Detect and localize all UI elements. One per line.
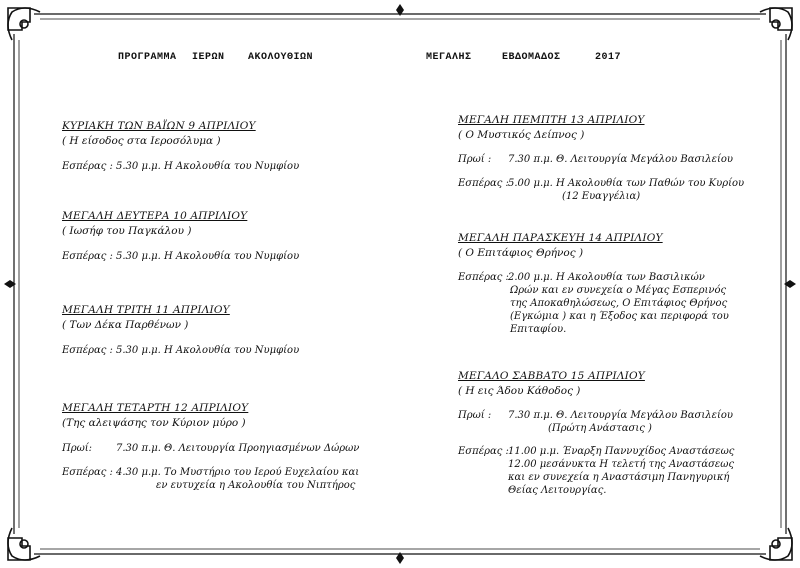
day-holy-saturday xyxy=(458,370,735,497)
service-label: Εσπέρας : xyxy=(62,345,113,356)
service-text: 5.00 μ.μ. Η Ακολουθία των Παθών του Κυρίου xyxy=(508,178,745,189)
service-label: Πρωί: xyxy=(62,443,93,454)
service-text: της Αποκαθηλώσεως, Ο Επιτάφιος Θρήνος xyxy=(510,298,728,309)
service-text: 2.00 μ.μ. Η Ακολουθία των Βασιλικών xyxy=(508,272,705,283)
service-text: (Πρώτη Ανάστασις ) xyxy=(548,423,652,434)
day-subtitle: ( Ιωσήφ του Παγκάλου ) xyxy=(62,225,192,237)
day-subtitle: ( Των Δέκα Παρθένων ) xyxy=(62,319,189,331)
service-entry xyxy=(458,271,729,336)
header-holy: ΙΕΡΩΝ xyxy=(192,52,225,63)
day-subtitle: ( Ο Επιτάφιος Θρήνος ) xyxy=(458,247,584,259)
service-text: Επιταφίου. xyxy=(510,324,567,335)
day-great-monday xyxy=(62,210,300,263)
header-great: ΜΕΓΑΛΗΣ xyxy=(426,52,472,63)
service-text: 5.30 μ.μ. Η Ακολουθία του Νυμφίου xyxy=(116,161,300,172)
service-text: 7.30 π.μ. Θ. Λειτουργία Προηγιασμένων Δώρων xyxy=(116,443,360,454)
header-year: 2017 xyxy=(595,52,622,63)
service-text: 11.00 μ.μ. Έναρξη Παννυχίδος Αναστάσεως xyxy=(508,446,735,457)
day-title: ΜΕΓΑΛΗ ΔΕΥΤΕΡΑ 10 ΑΠΡΙΛΙΟΥ xyxy=(62,210,248,222)
service-entry xyxy=(62,160,300,173)
day-palm-sunday xyxy=(62,120,300,173)
day-great-tuesday xyxy=(62,304,300,357)
service-label: Πρωί : xyxy=(458,410,492,421)
service-entry xyxy=(62,250,300,263)
day-title: ΚΥΡΙΑΚΗ ΤΩΝ ΒΑΪΩΝ 9 ΑΠΡΙΛΙΟΥ xyxy=(62,120,256,132)
service-label: Εσπέρας : xyxy=(62,251,113,262)
day-subtitle: ( Ο Μυστικός Δείπνος ) xyxy=(458,129,585,141)
day-subtitle: ( Η εις Άδου Κάθοδος ) xyxy=(458,385,581,397)
header-week: ΕΒΔΟΜΑΔΟΣ xyxy=(502,52,561,63)
day-subtitle: (Της αλειψάσης τον Κύριον μύρο ) xyxy=(62,417,246,429)
header-services: ΑΚΟΛΟΥΘΙΩΝ xyxy=(248,52,314,63)
service-entry xyxy=(458,409,733,435)
service-text: (Εγκώμια ) και η Έξοδος και περιφορά του xyxy=(510,311,729,322)
service-text: Θείας Λειτουργίας. xyxy=(508,485,607,496)
service-label: Εσπέρας : xyxy=(62,161,113,172)
day-great-thursday xyxy=(458,114,745,203)
service-text: 12.00 μεσάνυκτα Η τελετή της Αναστάσεως xyxy=(508,459,735,470)
service-entry xyxy=(62,344,300,357)
service-text: 7.30 π.μ. Θ. Λειτουργία Μεγάλου Βασιλείου xyxy=(508,154,733,165)
service-text: και εν συνεχεία η Αναστάσιμη Πανηγυρική xyxy=(508,472,730,483)
service-label: Εσπέρας : xyxy=(62,467,113,478)
service-text: εν ευτυχεία η Ακολουθία του Νιπτήρος xyxy=(156,480,356,491)
service-entry xyxy=(62,442,360,455)
service-label: Εσπέρας : xyxy=(458,178,509,189)
service-text: 7.30 π.μ. Θ. Λειτουργία Μεγάλου Βασιλείου xyxy=(508,410,733,421)
header-program: ΠΡΟΓΡΑΜΜΑ xyxy=(118,52,177,63)
day-title: ΜΕΓΑΛΗ ΠΕΜΠΤΗ 13 ΑΠΡΙΛΙΟΥ xyxy=(458,114,645,126)
service-entry xyxy=(458,177,745,203)
day-great-wednesday xyxy=(62,402,360,492)
service-label: Εσπέρας : xyxy=(458,272,509,283)
day-title: ΜΕΓΑΛΗ ΠΑΡΑΣΚΕΥΗ 14 ΑΠΡΙΛΙΟΥ xyxy=(458,232,663,244)
service-label: Εσπέρας : xyxy=(458,446,509,457)
day-title: ΜΕΓΑΛΟ ΣΑΒΒΑΤΟ 15 ΑΠΡΙΛΙΟΥ xyxy=(458,370,645,382)
service-text: 5.30 μ.μ. Η Ακολουθία του Νυμφίου xyxy=(116,251,300,262)
service-text: (12 Ευαγγέλια) xyxy=(562,191,641,202)
service-label: Πρωί : xyxy=(458,154,492,165)
day-title: ΜΕΓΑΛΗ ΤΡΙΤΗ 11 ΑΠΡΙΛΙΟΥ xyxy=(62,304,230,316)
service-entry xyxy=(458,445,735,497)
service-entry xyxy=(62,466,360,492)
day-subtitle: ( Η είσοδος στα Ιεροσόλυμα ) xyxy=(62,135,221,147)
service-text: 4.30 μ.μ. Το Μυστήριο του Ιερού Ευχελαίου και xyxy=(116,467,360,478)
service-entry xyxy=(458,153,733,166)
day-title: ΜΕΓΑΛΗ ΤΕΤΑΡΤΗ 12 ΑΠΡΙΛΙΟΥ xyxy=(62,402,249,414)
service-text: 5.30 μ.μ. Η Ακολουθία του Νυμφίου xyxy=(116,345,300,356)
service-text: Ωρών και εν συνεχεία ο Μέγας Εσπερινός xyxy=(510,285,727,296)
day-great-friday xyxy=(458,232,729,336)
